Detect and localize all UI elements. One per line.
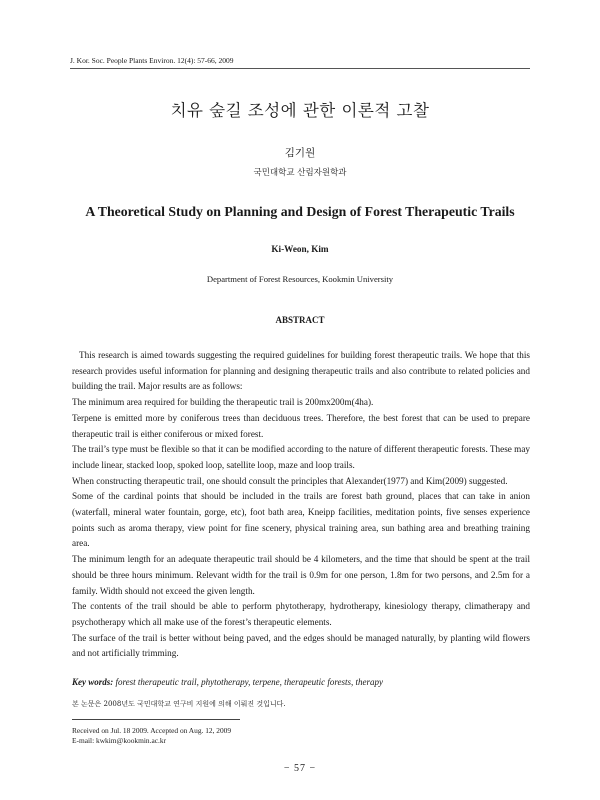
abstract-heading: ABSTRACT [275,315,325,325]
funding-note: 본 논문은 2008년도 국민대학교 연구비 지원에 의해 이뤄진 것입니다. [72,700,286,708]
author-korean: 김기원 [284,147,316,159]
abstract-paragraph: The trail’s type must be flexible so that it can be modified according to the nature of different therapeutic forests. These may include linear, stacked loop, spoked loop, satellite loop, maze and loop trails. [72,444,530,470]
title-english: A Theoretical Study on Planning and Design of Forest Therapeutic Trails [85,204,515,219]
keywords-label: Key words: [72,677,114,687]
abstract-paragraph: The minimum area required for building the therapeutic trail is 200mx200m(4ha). [72,397,374,408]
abstract-paragraph: Terpene is emitted more by coniferous trees than deciduous trees. Therefore, the best forest that can be used to prepare therapeutic trail is either coniferous or mixed forest. [72,412,530,439]
abstract-paragraph: The contents of the trail should be able to perform phytotherapy, hydrotherapy, kinesiology therapy, climatherapy and psychotherapy which all make use of the forest’s therapeutic elements. [72,601,530,627]
abstract-paragraph: Some of the cardinal points that should be included in the trails are forest bath ground, places that can take in anion (waterfall, mineral water fountain, gorge, etc), foot bath area, Kneipp facilities, meditation points, five senses experience points such as aroma therapy, view point for fine scenery, physical training area, sun bathing area and breathing training area. [72,491,530,549]
title-korean: 치유 숲길 조성에 관한 이론적 고찰 [170,101,430,120]
footnote-divider [72,719,240,720]
author-english: Ki-Weon, Kim [271,244,329,254]
abstract-body [72,348,530,662]
keywords-text: forest therapeutic trail, phytotherapy, terpene, therapeutic forests, therapy [113,677,384,687]
affiliation-english: Department of Forest Resources, Kookmin University [206,274,394,284]
abstract-paragraph: The surface of the trail is better without being paved, and the edges should be managed naturally, by planting wild flowers and not artificially trimming. [72,632,530,659]
abstract-paragraph: When constructing therapeutic trail, one should consult the principles that Alexander(1977) and Kim(2009) suggested. [72,475,508,486]
journal-header: J. Kor. Soc. People Plants Environ. 12(4): 57-66, 2009 [70,56,530,69]
abstract-paragraph: The minimum length for an adequate therapeutic trail should be 4 kilometers, and the time that should be spent at the trail should be three hours minimum. Relevant width for the trail is 0.9m for one person, 1.8m for two persons, and 2.5m for a family. Width should not exceed the given length. [72,554,530,596]
affiliation-korean: 국민대학교 산림자원학과 [253,168,347,178]
author-email: E-mail: kwkim@kookmin.ac.kr [72,736,167,745]
keywords [72,677,530,687]
page-number: − 57 − [283,763,317,774]
abstract-paragraph: This research is aimed towards suggesting the required guidelines for building forest therapeutic trails. We hope that this research provides useful information for planning and designing therapeutic trails and also contribute to related policies and building the trail. Major results are as follows: [72,350,530,392]
received-date: Received on Jul. 18 2009. Accepted on Aug. 12, 2009 [72,726,232,735]
